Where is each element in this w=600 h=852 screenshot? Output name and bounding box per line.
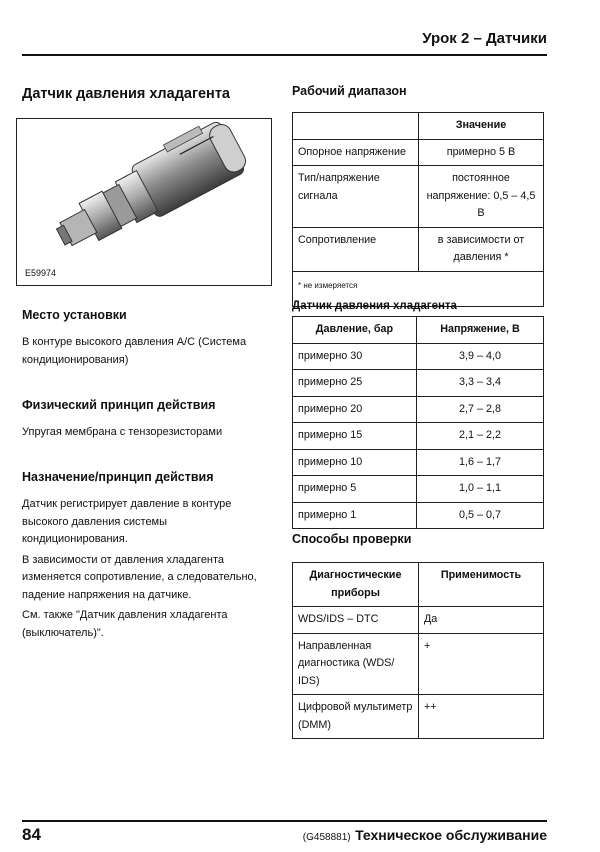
table-row [293,607,544,634]
table-cell: примерно 5 В [419,139,544,166]
table-row [293,476,544,503]
table-cell: примерно 5 [293,476,417,503]
table-row [293,227,544,271]
table-cell: 2,7 – 2,8 [416,396,543,423]
pressure-table [292,316,544,529]
page-header [22,28,547,56]
table-row [293,370,544,397]
table-row [293,695,544,739]
table-row [293,396,544,423]
section-title: Датчик давления хладагента [22,86,230,102]
methods-table [292,562,544,739]
sensor-figure [16,118,272,286]
table-row [293,633,544,695]
table-row [293,449,544,476]
table-cell: примерно 10 [293,449,417,476]
table-cell: примерно 20 [293,396,417,423]
table-cell: 0,5 – 0,7 [416,502,543,529]
table-cell: Опорное напряжение [293,139,419,166]
col-header: Применимость [419,563,544,607]
table-cell: 3,3 – 3,4 [416,370,543,397]
section-text: Упругая мембрана с тензорезисторами [22,426,223,438]
pressure-sensor-illustration [17,119,271,285]
table-cell: в зависимости от давления * [419,227,544,271]
section-heading: Назначение/принцип действия [22,470,214,484]
table-cell: Сопротивление [293,227,419,271]
section-text: Датчик регистрирует давление в контуре высокого давления системы кондиционирования. [22,498,232,545]
col-header: Значение [419,113,544,140]
table-cell: Направленная диагностика (WDS/ IDS) [293,633,419,695]
col-header: Диагностические приборы [293,563,419,607]
doc-code: (G458881) [302,832,351,843]
table-cell: примерно 1 [293,502,417,529]
table-cell: Цифровой мультиметр (DMM) [293,695,419,739]
pressure-section [292,300,544,529]
section-text: См. также "Датчик давления хладагента (выключатель)". [22,609,228,639]
table-cell: 1,0 – 1,1 [416,476,543,503]
table-cell: Да [419,607,544,634]
range-heading: Рабочий диапазон [292,84,407,98]
table-cell: 2,1 – 2,2 [416,423,543,450]
methods-section [292,532,544,739]
table-row [293,423,544,450]
table-cell: Тип/напряжение сигнала [293,166,419,228]
section-text: В зависимости от давления хладагента изменяется сопротивление, а следовательно, падение напряжения на датчике. [22,553,257,601]
footer-right [303,827,547,845]
table-cell: 3,9 – 4,0 [416,343,543,370]
table-cell: 1,6 – 1,7 [416,449,543,476]
table-row [293,139,544,166]
section-location [22,308,272,369]
section-principle [22,398,272,442]
table-cell: постоянное напряжение: 0,5 – 4,5 В [419,166,544,228]
footnote: * не измеряется [293,271,544,307]
section-title-wrap [22,86,272,102]
page-number: 84 [22,825,41,844]
table-row [293,502,544,529]
lesson-title: Урок 2 – Датчики [422,30,547,47]
table-row [293,343,544,370]
table-cell: примерно 30 [293,343,417,370]
table-row [293,113,544,140]
table-cell: ++ [419,695,544,739]
table-cell: примерно 25 [293,370,417,397]
methods-heading: Способы проверки [292,532,412,546]
table-cell: WDS/IDS – DTC [293,607,419,634]
table-row [293,166,544,228]
table-cell: + [419,633,544,695]
table-cell: примерно 15 [293,423,417,450]
section-purpose [22,470,272,642]
section-heading: Физический принцип действия [22,398,216,412]
table-row [293,317,544,344]
section-heading: Место установки [22,308,127,322]
footer-title: Техническое обслуживание [355,827,547,843]
pressure-heading: Датчик давления хладагента [292,300,457,312]
range-table [292,112,544,307]
col-header: Напряжение, В [416,317,543,344]
section-text: В контуре высокого давления A/C (Система кондиционирования) [22,336,247,366]
figure-label: E59974 [25,268,57,278]
page-footer [22,820,547,844]
col-header: Давление, бар [293,317,417,344]
range-section [292,84,544,307]
table-row [293,563,544,607]
